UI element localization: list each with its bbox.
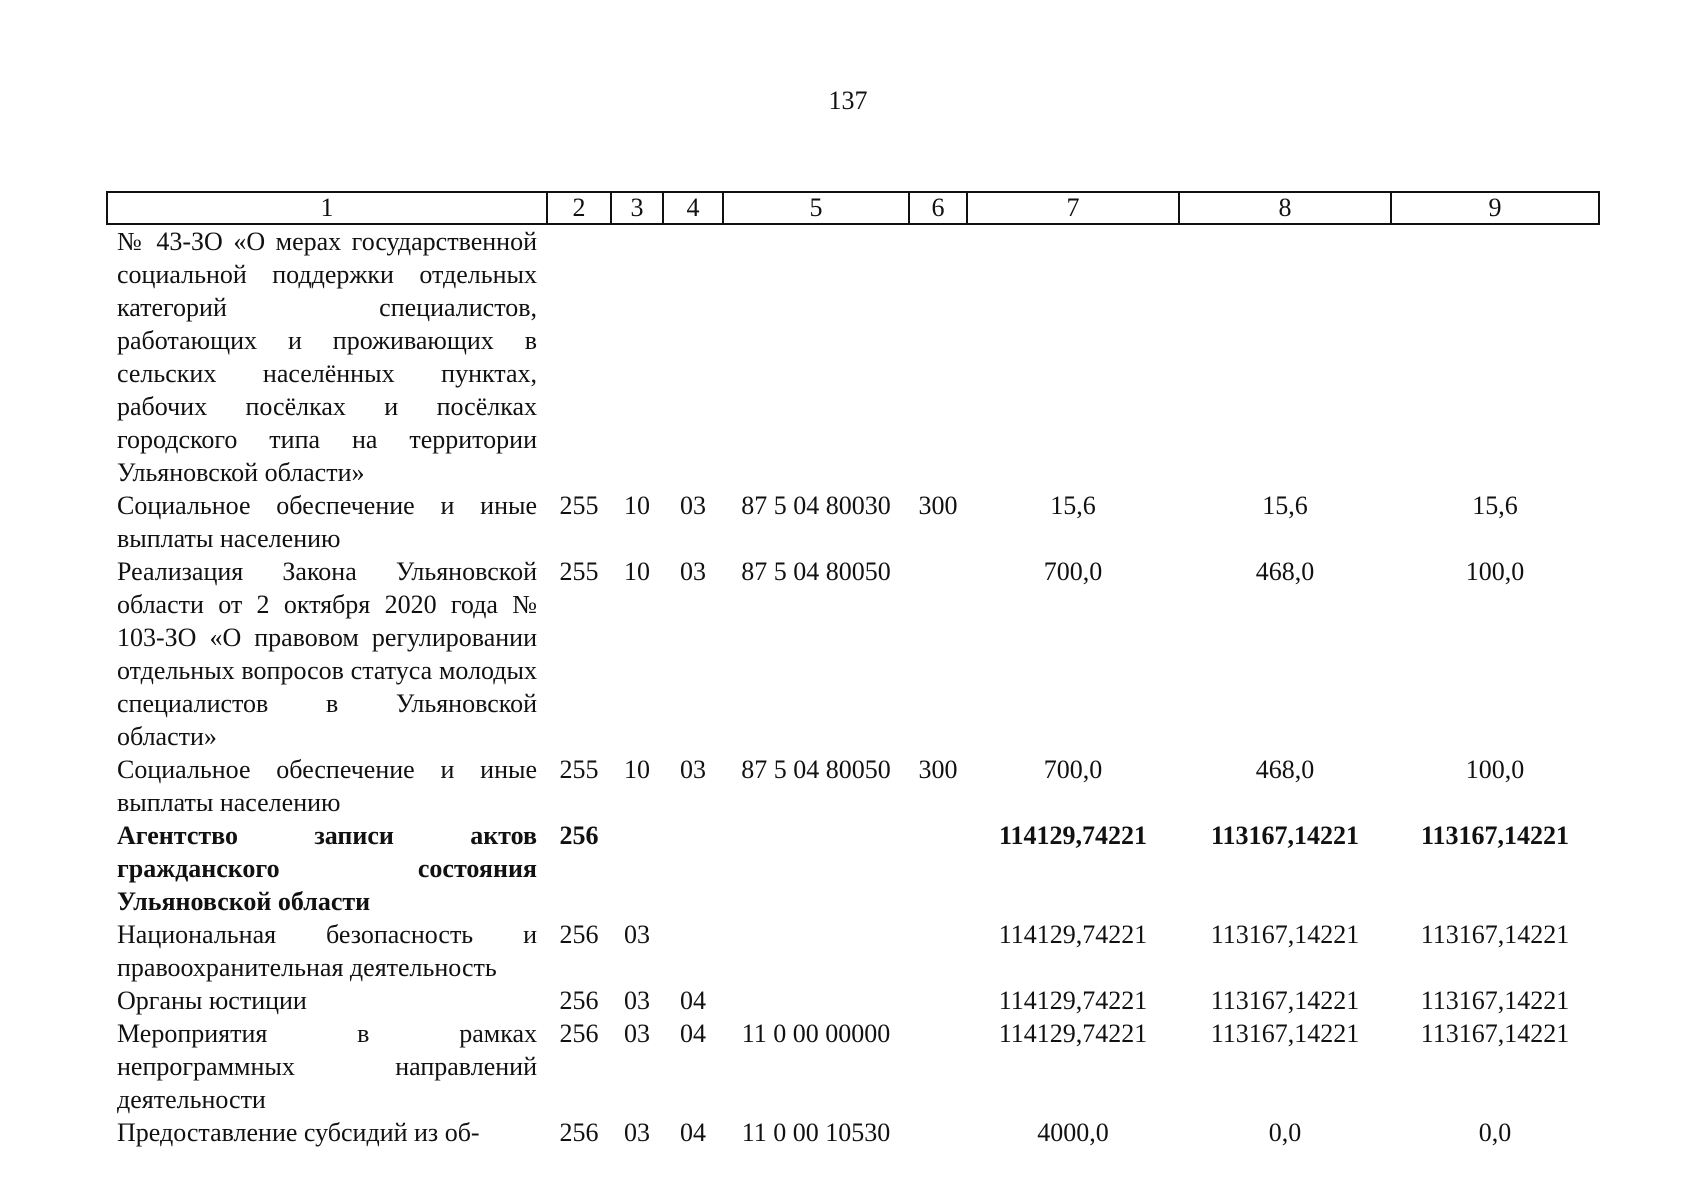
cell-amount-col7: 15,6 <box>1050 491 1096 520</box>
cell-section <box>611 819 663 918</box>
cell-target-article: 87 5 04 80050 <box>741 557 891 586</box>
cell-section: 10 <box>624 491 650 520</box>
cell-admin-code <box>547 224 611 489</box>
table-row <box>107 1116 1599 1149</box>
cell-subsection: 03 <box>680 557 706 586</box>
cell-section: 10 <box>624 557 650 586</box>
cell-admin-code: 255 <box>559 755 599 784</box>
table-row <box>107 489 1599 555</box>
table-row <box>107 753 1599 819</box>
cell-target-article <box>723 224 909 489</box>
column-header-6: 6 <box>909 192 967 224</box>
cell-amount-col7: 114129,74221 <box>998 1019 1148 1048</box>
row-name: Социальное обеспечение и иные выплаты населению <box>117 491 537 553</box>
row-name: № 43-ЗО «О мерах государственной социальной поддержки отдельных категорий специалистов, работающих и проживающих в сельских населённых пунктах, рабочих посёлках и посёлках городского типа на территории Ульяновской области» <box>117 227 537 487</box>
cell-amount-col9: 0,0 <box>1478 1118 1512 1147</box>
cell-amount-col7: 114129,74221 <box>998 920 1148 949</box>
cell-amount-col9: 100,0 <box>1465 557 1525 586</box>
row-name: Реализация Закона Ульяновской области от 2 октября 2020 года № 103-ЗО «О правовом регулировании отдельных вопросов статуса молодых специалистов в Ульяновской области» <box>117 557 537 751</box>
column-header-8: 8 <box>1179 192 1391 224</box>
cell-subsection: 04 <box>680 1118 706 1147</box>
cell-amount-col8: 468,0 <box>1255 755 1315 784</box>
cell-subsection: 03 <box>680 755 706 784</box>
cell-amount-col7: 700,0 <box>1043 755 1103 784</box>
cell-section: 03 <box>624 1118 650 1147</box>
cell-section: 10 <box>624 755 650 784</box>
cell-target-article: 11 0 00 10530 <box>741 1118 891 1147</box>
cell-subsection <box>663 224 723 489</box>
cell-section <box>611 224 663 489</box>
cell-admin-code: 256 <box>559 1019 599 1048</box>
row-name: Агентство записи актов гражданского состояния Ульяновской области <box>117 821 537 916</box>
cell-amount-col8: 113167,14221 <box>1210 986 1360 1015</box>
row-name: Органы юстиции <box>117 986 307 1015</box>
cell-target-article: 87 5 04 80050 <box>741 755 891 784</box>
cell-expense-type <box>909 1116 967 1149</box>
cell-amount-col8: 113167,14221 <box>1210 1019 1360 1048</box>
cell-expense-type: 300 <box>918 755 958 784</box>
cell-target-article <box>723 819 909 918</box>
cell-subsection: 03 <box>680 491 706 520</box>
cell-expense-type <box>909 555 967 753</box>
cell-subsection: 04 <box>680 1019 706 1048</box>
cell-amount-col8 <box>1179 224 1391 489</box>
table-row <box>107 918 1599 984</box>
table-row <box>107 555 1599 753</box>
cell-section: 03 <box>624 920 650 949</box>
cell-amount-col9: 113167,14221 <box>1420 1019 1570 1048</box>
cell-admin-code: 255 <box>559 557 599 586</box>
cell-admin-code: 256 <box>559 920 599 949</box>
column-header-2: 2 <box>547 192 611 224</box>
cell-amount-col9: 113167,14221 <box>1420 920 1570 949</box>
cell-amount-col7 <box>967 224 1179 489</box>
cell-amount-col9 <box>1391 224 1599 489</box>
column-header-5: 5 <box>723 192 909 224</box>
cell-subsection <box>663 918 723 984</box>
column-header-9: 9 <box>1391 192 1599 224</box>
cell-amount-col7: 114129,74221 <box>998 986 1148 1015</box>
cell-amount-col7: 4000,0 <box>1037 1118 1109 1147</box>
cell-target-article <box>723 984 909 1017</box>
cell-amount-col7: 114129,74221 <box>998 821 1148 850</box>
row-name: Мероприятия в рамках непрограммных направлений деятельности <box>117 1019 537 1114</box>
row-name: Предоставление субсидий из об- <box>117 1118 480 1147</box>
table-row <box>107 819 1599 918</box>
cell-admin-code: 256 <box>559 1118 599 1147</box>
page-number: 137 <box>828 86 868 115</box>
cell-target-article <box>723 918 909 984</box>
cell-target-article: 87 5 04 80030 <box>741 491 891 520</box>
table-row <box>107 224 1599 489</box>
cell-amount-col8: 113167,14221 <box>1210 920 1360 949</box>
cell-admin-code: 255 <box>559 491 599 520</box>
cell-target-article: 11 0 00 00000 <box>741 1019 891 1048</box>
cell-amount-col8: 0,0 <box>1268 1118 1302 1147</box>
cell-amount-col7: 700,0 <box>1043 557 1103 586</box>
cell-expense-type <box>909 918 967 984</box>
cell-subsection: 04 <box>680 986 706 1015</box>
column-header-3: 3 <box>611 192 663 224</box>
cell-subsection <box>663 819 723 918</box>
cell-admin-code: 256 <box>559 986 599 1015</box>
cell-amount-col8: 15,6 <box>1262 491 1308 520</box>
header-row <box>107 192 1599 224</box>
cell-expense-type <box>909 1017 967 1116</box>
cell-amount-col9: 15,6 <box>1472 491 1518 520</box>
cell-amount-col9: 113167,14221 <box>1420 821 1570 850</box>
table-row <box>107 1017 1599 1116</box>
budget-table <box>106 191 1600 1149</box>
cell-expense-type <box>909 224 967 489</box>
column-header-7: 7 <box>967 192 1179 224</box>
cell-section: 03 <box>624 1019 650 1048</box>
cell-amount-col8: 113167,14221 <box>1210 821 1360 850</box>
table-row <box>107 984 1599 1017</box>
cell-amount-col9: 100,0 <box>1465 755 1525 784</box>
cell-amount-col9: 113167,14221 <box>1420 986 1570 1015</box>
cell-section: 03 <box>624 986 650 1015</box>
column-header-4: 4 <box>663 192 723 224</box>
cell-amount-col8: 468,0 <box>1255 557 1315 586</box>
cell-admin-code: 256 <box>559 821 599 850</box>
cell-expense-type <box>909 819 967 918</box>
cell-expense-type <box>909 984 967 1017</box>
row-name: Национальная безопасность и правоохранительная деятельность <box>117 920 537 982</box>
column-header-1: 1 <box>107 192 547 224</box>
row-name: Социальное обеспечение и иные выплаты населению <box>117 755 537 817</box>
cell-expense-type: 300 <box>918 491 958 520</box>
